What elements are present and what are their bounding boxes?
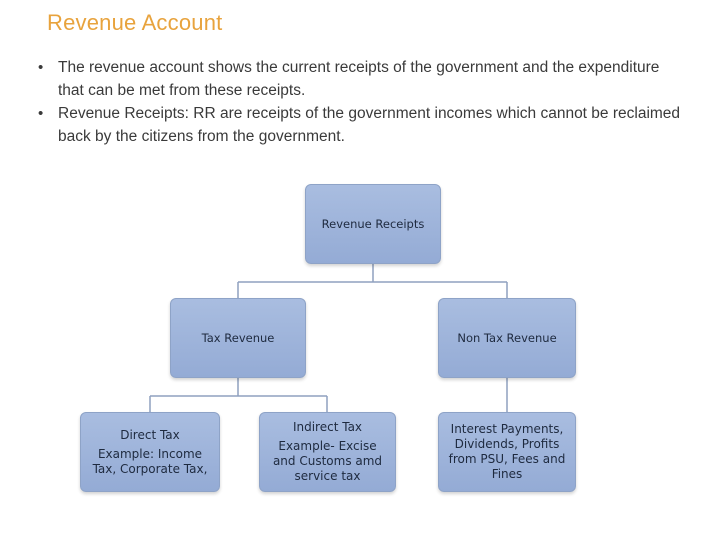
bullet-dot-icon: • [38,105,44,122]
page-title: Revenue Account [47,10,223,35]
indirect-tax-example: Example- Excise and Customs amd service tax [272,439,383,483]
direct-tax-node [80,412,220,492]
bullet-dot-icon: • [38,59,44,76]
non-tax-examples-text: Interest Payments, Dividends, Profits from PSU, Fees and Fines [448,422,566,481]
bullet-text: The revenue account shows the current receipts of the government and the expenditure that can be met from these receipts. [58,59,660,99]
bullet-item [36,56,686,102]
bullet-text: Revenue Receipts: RR are receipts of the government incomes which cannot be reclaimed back by the citizens from the government. [58,105,681,145]
indirect-tax-node [259,412,396,492]
direct-tax-label: Direct Tax [120,427,180,442]
indirect-tax-label: Indirect Tax [292,420,363,434]
bullet-item [36,102,686,148]
non-tax-examples-node [438,412,576,492]
tax-revenue-label: Tax Revenue [201,331,275,345]
tax-revenue-node [170,298,306,378]
bullet-list [36,56,686,148]
revenue-receipts-node [305,184,441,264]
non-tax-revenue-label: Non Tax Revenue [457,331,557,345]
revenue-receipts-label: Revenue Receipts [321,217,425,231]
non-tax-revenue-node [438,298,576,378]
direct-tax-example: Example: Income Tax, Corporate Tax, [92,446,208,476]
